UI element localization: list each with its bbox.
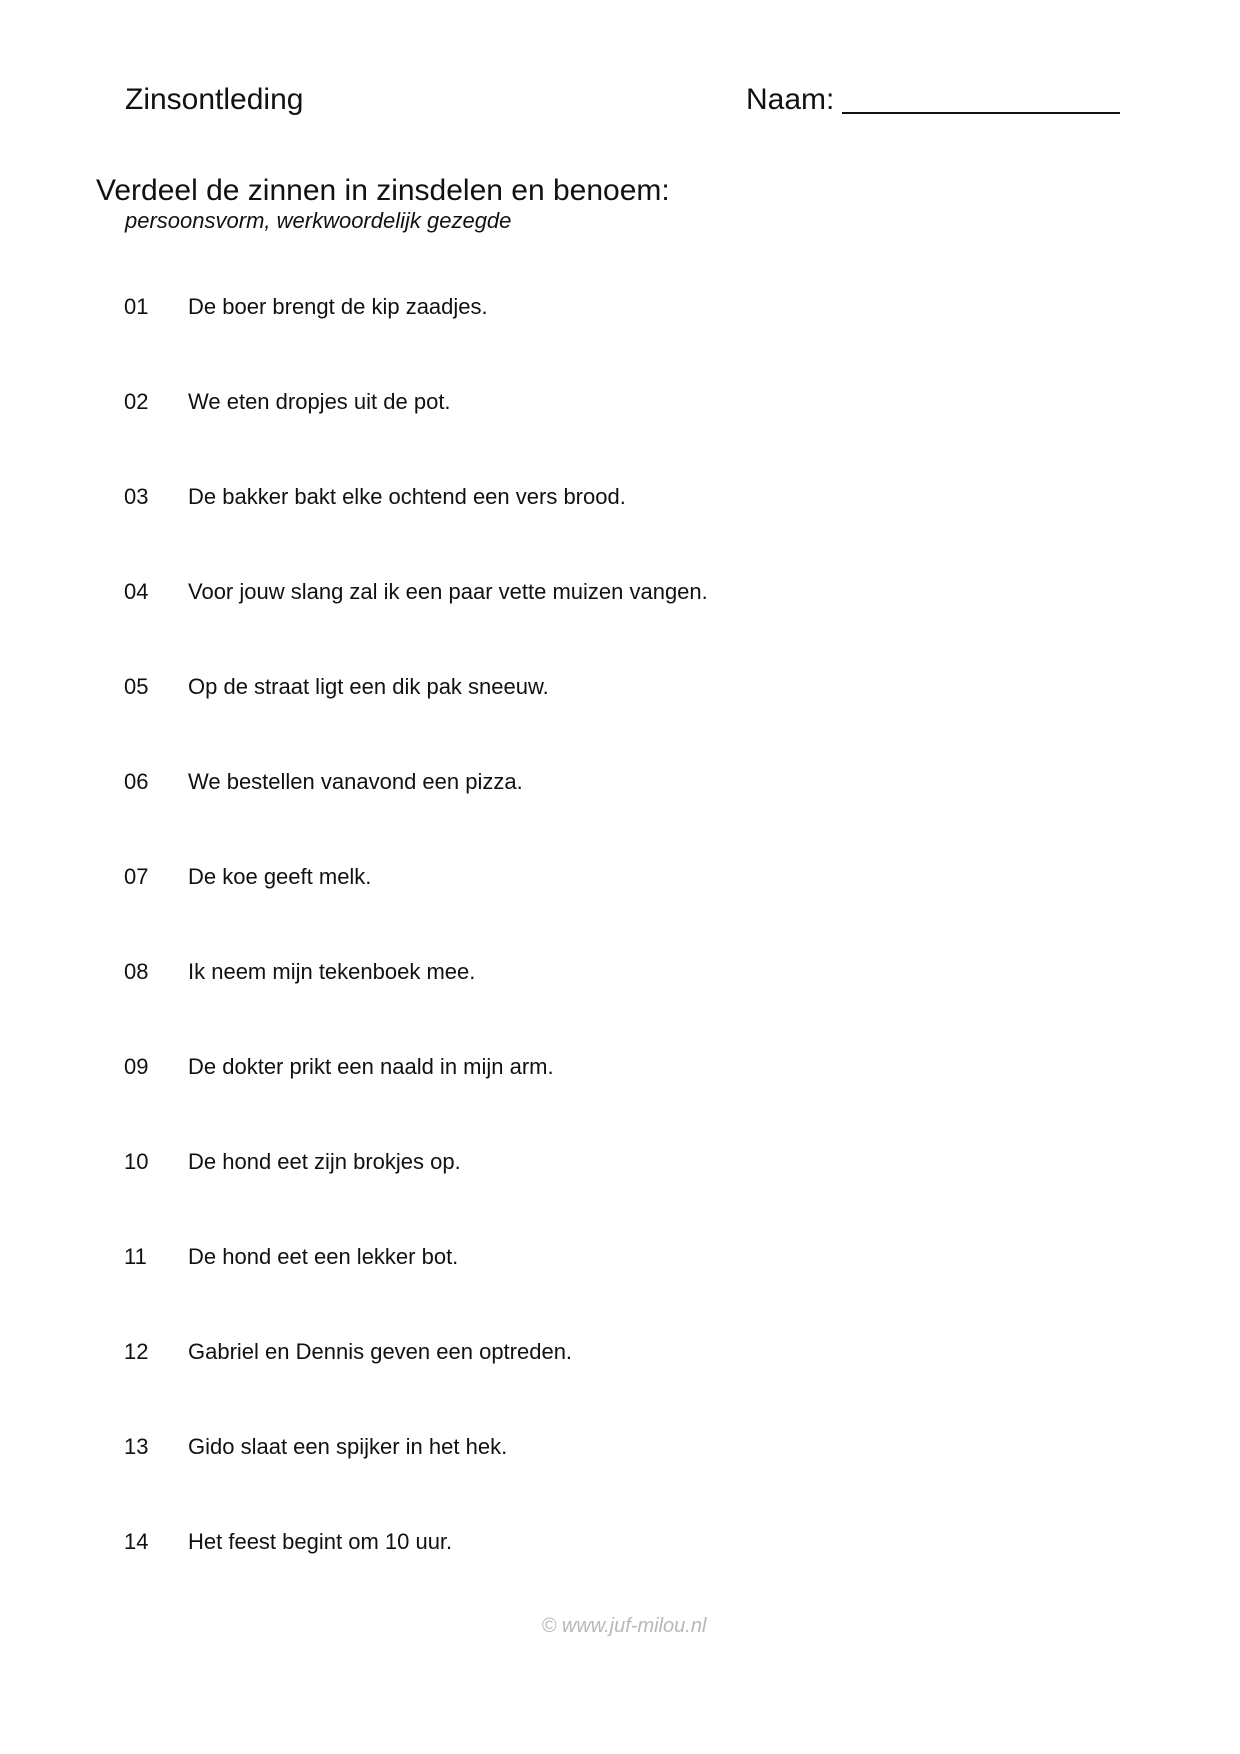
sentence-row — [124, 1052, 554, 1082]
sentence-number: 07 — [124, 864, 149, 889]
sentence-row — [124, 1337, 572, 1367]
sentence-row — [124, 387, 451, 417]
sentence-number: 10 — [124, 1149, 149, 1174]
sentence-number: 14 — [124, 1529, 149, 1554]
sentence-text: De bakker bakt elke ochtend een vers brood. — [188, 484, 626, 509]
sentence-number: 09 — [124, 1054, 149, 1079]
instruction-subheading: persoonsvorm, werkwoordelijk gezegde — [125, 208, 512, 233]
sentence-row — [124, 957, 475, 987]
sentence-row — [124, 862, 371, 892]
sentence-number: 08 — [124, 959, 149, 984]
sentence-row — [124, 1527, 452, 1557]
sentence-text: We eten dropjes uit de pot. — [188, 389, 451, 414]
copyright-footer: © www.juf-milou.nl — [541, 1615, 707, 1637]
sentence-row — [124, 1432, 507, 1462]
sentence-row — [124, 1147, 461, 1177]
name-field — [746, 82, 1120, 118]
sentence-text: De boer brengt de kip zaadjes. — [188, 294, 488, 319]
sentence-text: Op de straat ligt een dik pak sneeuw. — [188, 674, 549, 699]
sentence-number: 01 — [124, 294, 149, 319]
sentence-text: De hond eet zijn brokjes op. — [188, 1149, 461, 1174]
sentence-number: 11 — [124, 1244, 147, 1269]
sentence-text: De hond eet een lekker bot. — [188, 1244, 459, 1269]
sentence-number: 04 — [124, 579, 149, 604]
sentence-row — [124, 672, 549, 702]
sentence-row — [124, 482, 626, 512]
sentence-text: De koe geeft melk. — [188, 864, 372, 889]
sentence-number: 03 — [124, 484, 149, 509]
name-label: Naam: — [746, 83, 835, 116]
sentence-text: Voor jouw slang zal ik een paar vette muizen vangen. — [188, 579, 708, 604]
instruction-heading: Verdeel de zinnen in zinsdelen en benoem: — [96, 174, 670, 207]
sentence-number: 13 — [124, 1434, 149, 1459]
sentence-text: Ik neem mijn tekenboek mee. — [188, 959, 476, 984]
sentence-text: Gabriel en Dennis geven een optreden. — [188, 1339, 573, 1364]
sentence-text: We bestellen vanavond een pizza. — [188, 769, 523, 794]
sentence-text: Het feest begint om 10 uur. — [188, 1529, 453, 1554]
worksheet-title: Zinsontleding — [125, 83, 304, 116]
name-blank-line — [842, 82, 1120, 114]
sentence-text: Gido slaat een spijker in het hek. — [188, 1434, 508, 1459]
sentence-number: 05 — [124, 674, 149, 699]
sentence-row — [124, 292, 488, 322]
sentence-row — [124, 767, 523, 797]
sentence-number: 12 — [124, 1339, 149, 1364]
sentence-number: 02 — [124, 389, 149, 414]
sentence-row — [124, 577, 708, 607]
sentence-text: De dokter prikt een naald in mijn arm. — [188, 1054, 554, 1079]
sentence-number: 06 — [124, 769, 149, 794]
sentence-row — [124, 1242, 458, 1272]
